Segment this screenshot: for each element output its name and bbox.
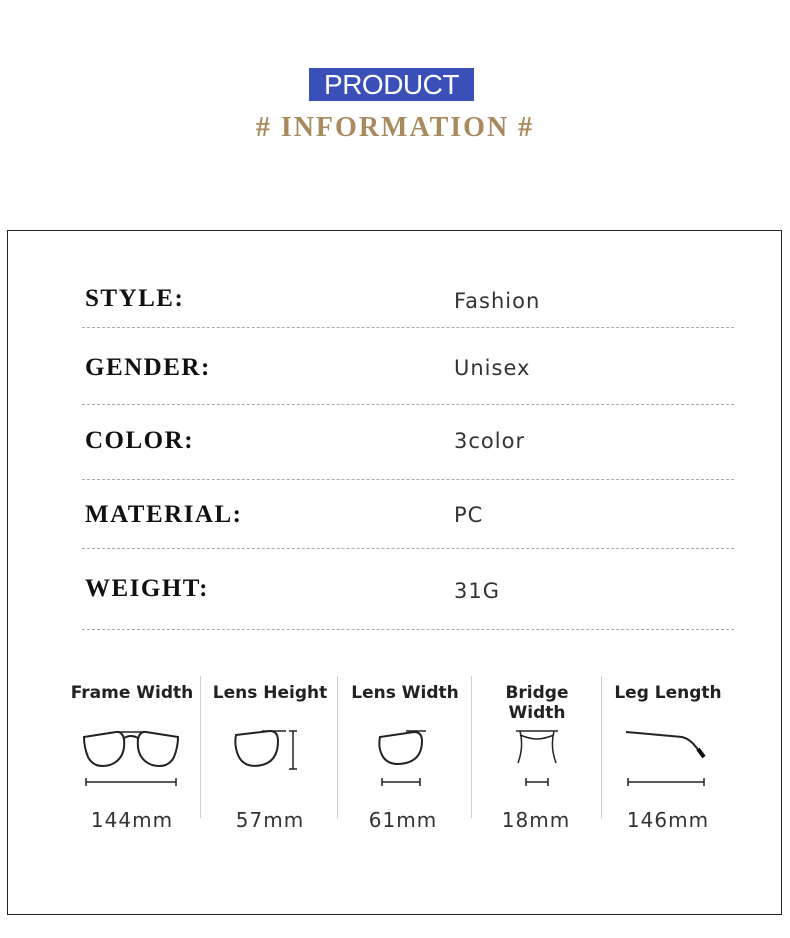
dim-title-leg-length: Leg Length [614, 683, 722, 703]
spec-value-style: Fashion [454, 289, 541, 313]
spec-value-color: 3color [454, 429, 526, 453]
dim-title-lens-height: Lens Height [212, 683, 328, 703]
row-divider [82, 629, 734, 630]
row-divider [82, 548, 734, 549]
spec-label-style: STYLE: [85, 285, 185, 312]
column-divider [601, 676, 602, 818]
row-divider [82, 479, 734, 480]
column-divider [471, 676, 472, 818]
spec-value-weight: 31G [454, 579, 500, 603]
dim-value-bridge-width: 18mm [501, 808, 571, 832]
spec-value-gender: Unisex [454, 356, 531, 380]
spec-label-weight: WEIGHT: [85, 575, 209, 602]
column-divider [200, 676, 201, 818]
lens-width-icon [376, 725, 430, 787]
leg-length-icon [624, 725, 710, 787]
information-subtitle: # INFORMATION # [255, 112, 535, 143]
dim-title-lens-width: Lens Width [351, 683, 459, 703]
spec-label-color: COLOR: [85, 427, 195, 454]
dim-title-bridge-width: Bridge Width [505, 683, 569, 723]
dim-value-frame-width: 144mm [90, 808, 174, 832]
spec-label-material: MATERIAL: [85, 501, 243, 528]
product-badge: PRODUCT [309, 68, 474, 101]
spec-value-material: PC [454, 503, 484, 527]
dim-value-leg-length: 146mm [626, 808, 710, 832]
spec-label-gender: GENDER: [85, 354, 211, 381]
row-divider [82, 404, 734, 405]
dim-value-lens-height: 57mm [235, 808, 305, 832]
row-divider [82, 327, 734, 328]
lens-height-icon [232, 725, 302, 775]
bridge-width-icon [514, 725, 560, 787]
frame-width-icon [80, 725, 182, 787]
dim-value-lens-width: 61mm [368, 808, 438, 832]
column-divider [337, 676, 338, 818]
dim-title-frame-width: Frame Width [70, 683, 194, 703]
